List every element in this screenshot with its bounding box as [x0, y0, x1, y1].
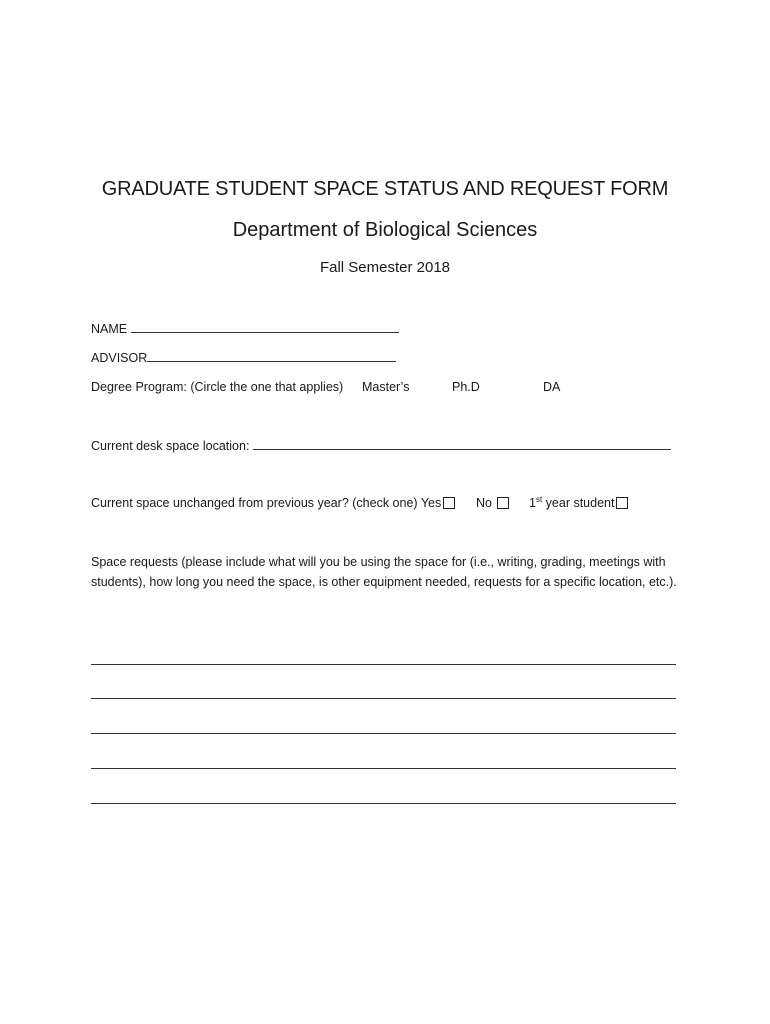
unchanged-row [91, 496, 455, 510]
degree-option-masters[interactable]: Master’s [362, 380, 410, 394]
department-subtitle: Department of Biological Sciences [232, 219, 538, 241]
option-yes-label: Yes [420, 496, 442, 510]
semester-label: Fall Semester 2018 [319, 259, 451, 276]
answer-line-3[interactable] [91, 733, 676, 734]
yes-checkbox[interactable] [443, 497, 455, 509]
desk-row [91, 438, 671, 453]
no-option [476, 496, 509, 510]
name-field[interactable] [131, 321, 399, 333]
name-label: NAME [91, 322, 128, 336]
answer-line-2[interactable] [91, 698, 676, 699]
answer-line-1[interactable] [91, 664, 676, 665]
first-year-rest: year student [542, 496, 615, 510]
desk-label: Current desk space location: [91, 439, 250, 453]
advisor-row [91, 350, 396, 365]
desk-location-field[interactable] [253, 438, 671, 450]
degree-label: Degree Program: (Circle the one that applies) [91, 380, 344, 394]
degree-option-phd[interactable]: Ph.D [452, 380, 480, 394]
form-title: GRADUATE STUDENT SPACE STATUS AND REQUEST FORM [101, 178, 669, 200]
degree-option-da[interactable]: DA [543, 380, 561, 394]
first-year-option [529, 496, 628, 510]
name-row [91, 321, 399, 336]
unchanged-label: Current space unchanged from previous year? (check one) [91, 496, 418, 510]
space-requests-instructions: Space requests (please include what will you be using the space for (i.e., writing, grading, meetings with students), how long you need the space, is other equipment needed, requests for a specific location, etc.). [91, 555, 677, 589]
answer-line-4[interactable] [91, 768, 676, 769]
no-checkbox[interactable] [497, 497, 509, 509]
first-year-num: 1 [529, 496, 536, 510]
advisor-field[interactable] [147, 350, 396, 362]
first-year-checkbox[interactable] [616, 497, 628, 509]
answer-line-5[interactable] [91, 803, 676, 804]
advisor-label: ADVISOR [91, 351, 148, 365]
first-year-sup: st [535, 495, 543, 504]
option-no-label: No [476, 496, 492, 510]
